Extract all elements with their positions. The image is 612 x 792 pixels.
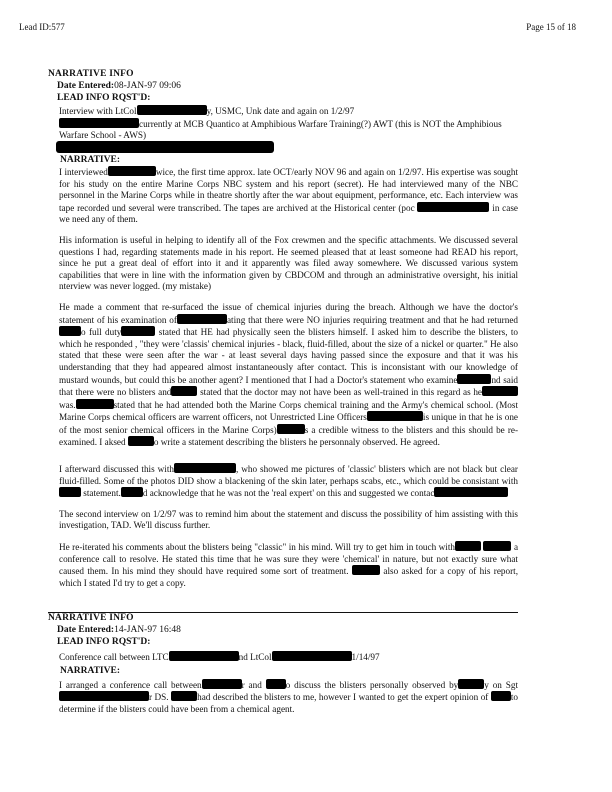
page-number: Page 15 of 18 <box>526 22 576 32</box>
redaction <box>458 679 484 689</box>
date-entered-value: 08-JAN-97 09:06 <box>114 81 181 91</box>
lead-id: Lead ID:577 <box>19 22 65 32</box>
lead-info-requested-label: LEAD INFO RQST'D: <box>57 93 151 103</box>
redaction <box>59 487 81 497</box>
redaction <box>108 166 156 176</box>
narrative-paragraph: He made a comment that re-surfaced the issue of chemical injuries during the breach. Although we have the doctor's statement of his examination of ating that there were NO injuries requiring treatment and that he had returnedo full duty stated that HE had physically seen the blisters himself. I asked him to describe the blisters, to which he responded , "they were 'classis' chemical injuries - black, fluid-filled, about the size of a nickel or quarter." He also stated that these were seen after the war - at least several days having passed since the exposure and that it was his understanding that they had appeared almost instantaneously after contact. This is inconsistant with our knowledge of mustard wounds, but could this be another agent? I mentioned that I had a Doctor's statement who examine nd said that there were no blisters and stated that the doctor may not have been as well-trained in this regard as he was. stated that he had attended both the Marine Corps chemical training and the Army's chemical school. (Most Marine Corps chemical officers are warrent officers, not Unrestricted Line Officers is unique in that he is one of the most senior chemical officers in the Marine Corps) s a credible witness to the blisters and this should be re-examined. I aksed o write a statement describing the blisters he personnaly observed. He agreed. <box>59 301 519 448</box>
redaction <box>169 651 239 661</box>
lead-info-requested-text: Conference call between LTC nd LtCol 1/14/97 <box>59 652 380 662</box>
redaction <box>457 374 491 384</box>
section-title: NARRATIVE INFO <box>48 613 134 623</box>
redaction <box>128 436 154 446</box>
narrative-paragraph: I arranged a conference call between r and o discuss the blisters personally observed by y on Sgtr DS. had described the blisters to me, however I wanted to get the expert opinion of to determine if the blisters could have been from a chemical agent. <box>59 679 519 714</box>
redaction <box>59 691 149 701</box>
redaction <box>434 487 508 497</box>
redaction <box>483 541 511 551</box>
date-entered: Date Entered:08-JAN-97 09:06 <box>57 81 181 91</box>
narrative-entry-2 <box>48 613 518 715</box>
redaction <box>272 651 352 661</box>
narrative-entry-1 <box>48 69 518 142</box>
narrative-paragraph: His information is useful in helping to identify all of the Fox crewmen and the specific attachments. We discussed several questions I had, regarding statements made in his report. He seemed pleased that at least someone had READ his report, since he put a great deal of effort into it and it apparently was filed away somewhere. We discussed various system capabilities that were in line with the information given by CBDCOM and through an administrative oversight, his initial nterview was never logged. (my mistake) <box>59 234 518 292</box>
redaction <box>171 691 197 701</box>
narrative-paragraph: The second interview on 1/2/97 was to remind him about the statement and discuss the possibility of him assisting with this investigation, TAD. We'll discuss further. <box>59 508 518 531</box>
lead-info-requested-label: LEAD INFO RQST'D: <box>57 637 151 647</box>
redaction <box>59 326 81 336</box>
redaction <box>137 105 207 115</box>
redaction <box>491 691 511 701</box>
narrative-paragraph: I interviewed wice, the first time approx. late OCT/early NOV 96 and again on 1/2/97. His expertise was sought for his study on the entire Marine Corps NBC system and his report (secret). He had interviewed many of the NBC personnel in the Marine Corps while in theatre shortly after the war about equipment, performance, etc. Each interview was tape recorded und several were transcribed. The tapes are archived at the Historical center (poc in case we need any of them. <box>59 167 518 225</box>
redaction <box>266 679 286 689</box>
redaction <box>417 202 489 212</box>
date-entered: Date Entered:14-JAN-97 16:48 <box>57 625 181 635</box>
date-entered-value: 14-JAN-97 16:48 <box>114 625 181 635</box>
narrative-paragraph: He re-iterated his comments about the blisters being "classic" in his mind. Will try to get him in touch with a conference call to resolve. He stated this time that he was sure they were 'chemical' in nature, but not exactly sure what caused them. In his mind they should have required some sort of treatment. also asked for a copy of his report, which I stated I'd try to get a copy. <box>59 542 519 588</box>
narrative-label: NARRATIVE: <box>60 155 120 165</box>
redaction <box>171 386 197 396</box>
redaction <box>482 386 518 396</box>
narrative-label: NARRATIVE: <box>60 665 120 676</box>
redaction <box>174 463 236 473</box>
redaction <box>277 424 305 434</box>
narrative-body-1 <box>48 153 518 589</box>
redaction <box>59 118 139 128</box>
redaction <box>177 314 227 324</box>
redaction <box>76 399 114 409</box>
lead-info-requested-text: Interview with LtCol y, USMC, Unk date and again on 1/2/97 currently at MCB Quantico at Amphibious Warfare Training(?) AWT (this is NOT the Amphibious Warfare School - AWS) <box>59 106 502 141</box>
section-title: NARRATIVE INFO <box>48 69 134 79</box>
redaction <box>121 487 143 497</box>
redaction <box>455 541 481 551</box>
redaction <box>352 565 380 575</box>
redaction <box>121 326 155 336</box>
redaction-bar <box>56 141 274 153</box>
redaction <box>202 679 242 689</box>
redaction <box>367 411 423 421</box>
narrative-paragraph: I afterward discussed this with , who showed me pictures of 'classic' blisters which are not black but clear fluid-filled. Some of the photos DID show a blackening of the skin later, perhaps scabs, etc., which could be consistant with statement. d acknowledge that he was not the 'real expert' on this and suggested we contac <box>59 464 518 499</box>
